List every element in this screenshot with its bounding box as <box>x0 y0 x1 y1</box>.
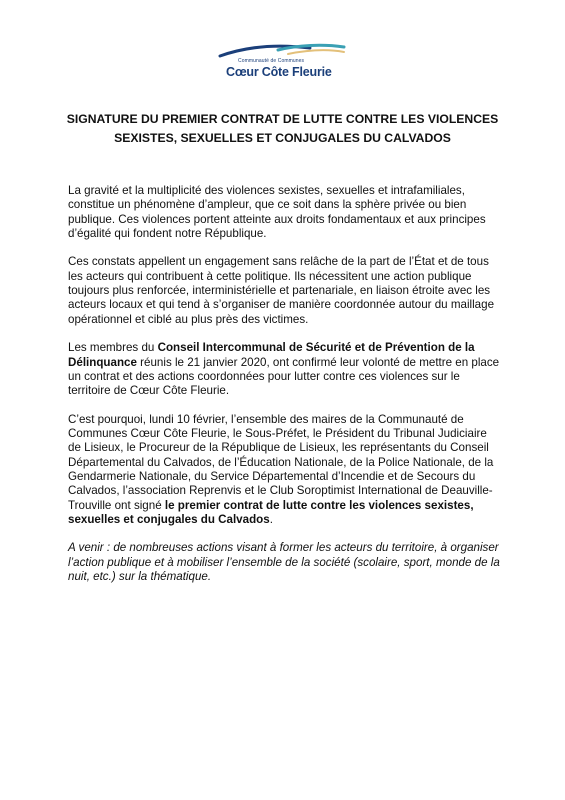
paragraph-4-text-end: . <box>269 512 273 526</box>
paragraph-3-text-end: réunis le 21 janvier 2020, ont confirmé leur volonté de mettre en place un contrat et des actions coordonnées pour lutter contre ces violences sur le territoire de Cœur Côte Fleurie. <box>68 355 500 398</box>
paragraph-4-text-start: C’est pourquoi, lundi 10 février, l’ensemble des maires de la Communauté de Communes Cœur Côte Fleurie, le Sous-Préfet, le Président du Tribunal Judiciaire de Lisieux, le Procureur de la République de Lisieux, les représentants du Conseil Départemental du Calvados, de l’Éducation Nationale, de la Police Nationale, de la Gendarmerie Nationale, du Service Départemental d’Incendie et de Secours du Calvados, l’association Reprenvis et le Club Soroptimist International de Deauville-Trouville ont signé <box>68 412 494 512</box>
title-line-2: SEXISTES, SEXUELLES ET CONJUGALES DU CALVADOS <box>114 131 451 145</box>
paragraph-3-text-start: Les membres du <box>68 341 158 355</box>
paragraph-5: A venir : de nombreuses actions visant à former les acteurs du territoire, à organiser l’action publique et à mobiliser l’ensemble de la société (scolaire, sport, monde de la nuit, etc.) sur la thématique. <box>68 541 500 584</box>
paragraph-4 <box>68 413 500 527</box>
logo <box>218 40 348 80</box>
paragraph-1: La gravité et la multiplicité des violences sexistes, sexuelles et intrafamiliales, constitue un phénomène d’ampleur, que ce soit dans la sphère privée ou bien publique. Ces violences portent atteinte aux droits fondamentaux et aux principes d’égalité qui fondent notre République. <box>68 184 486 240</box>
logo-name: Cœur Côte Fleurie <box>226 65 332 79</box>
paragraph-2: Ces constats appellent un engagement sans relâche de la part de l’État et de tous les acteurs qui contribuent à cette politique. Ils nécessitent une action publique toujours plus renforcée, interministérielle et partenariale, en liaison étroite avec les acteurs locaux et qui tend à s’organiser de manière coordonnée autour du maillage opérationnel et ciblé au plus près des victimes. <box>68 255 495 326</box>
paragraph-3 <box>68 341 500 398</box>
page-title <box>60 110 505 148</box>
paragraph-3-bold: Conseil Intercommunal de Sécurité et de Prévention de la Délinquance <box>68 341 475 369</box>
title-line-1: SIGNATURE DU PREMIER CONTRAT DE LUTTE CONTRE LES VIOLENCES <box>66 112 499 126</box>
paragraph-4-bold: le premier contrat de lutte contre les violences sexistes, sexuelles et conjugales du Calvados <box>68 498 474 526</box>
logo-subtitle: Communauté de Communes <box>238 58 305 64</box>
document-body <box>68 184 500 599</box>
